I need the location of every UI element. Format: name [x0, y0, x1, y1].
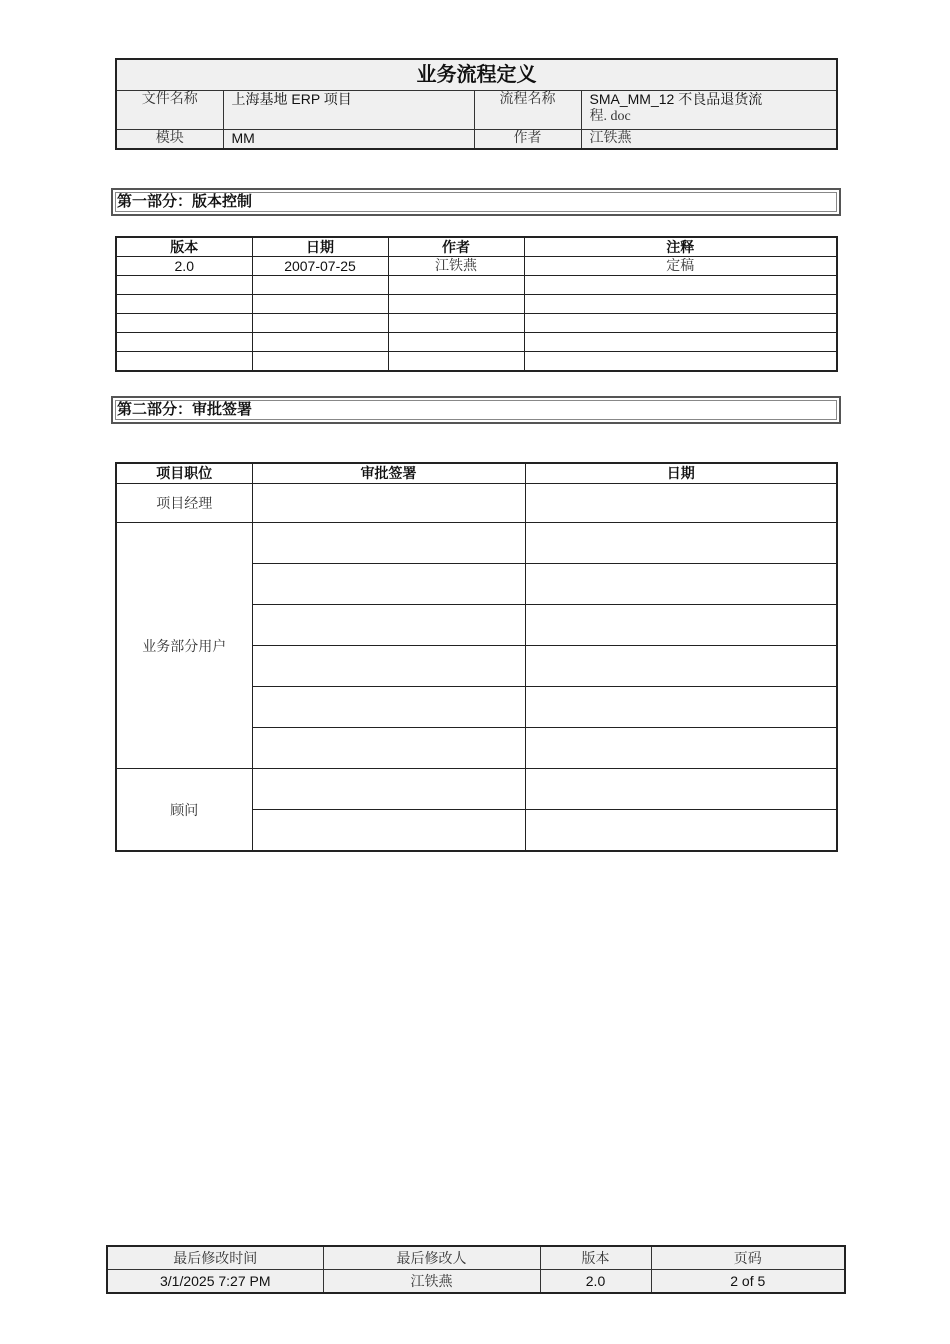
column-header-signature: 审批签署	[252, 463, 525, 484]
empty-cell	[524, 276, 837, 295]
empty-cell	[388, 276, 524, 295]
signature-cell	[252, 605, 525, 646]
empty-cell	[252, 295, 388, 314]
modified-time-value: 3/1/2025 7:27 PM	[107, 1270, 323, 1294]
version-table	[115, 236, 838, 372]
empty-cell	[388, 333, 524, 352]
modified-time-label: 最后修改时间	[107, 1246, 323, 1270]
column-header-date: 日期	[525, 463, 837, 484]
role-business-users: 业务部分用户	[116, 523, 252, 769]
signature-cell	[252, 810, 525, 852]
date-cell	[525, 646, 837, 687]
signature-cell	[252, 769, 525, 810]
column-header-notes: 注释	[524, 237, 837, 257]
approval-table-header	[116, 463, 837, 484]
empty-cell	[388, 352, 524, 372]
empty-cell	[524, 333, 837, 352]
empty-cell	[116, 333, 252, 352]
empty-cell	[252, 314, 388, 333]
section-version-control: 第一部分：版本控制	[111, 188, 841, 216]
column-header-version: 版本	[116, 237, 252, 257]
notes-cell: 定稿	[524, 257, 837, 276]
empty-cell	[252, 333, 388, 352]
empty-cell	[116, 295, 252, 314]
role-consultant: 顾问	[116, 769, 252, 852]
file-name-value: 上海基地 ERP 项目	[223, 91, 474, 130]
date-cell	[525, 728, 837, 769]
table-row	[116, 295, 837, 314]
empty-cell	[388, 295, 524, 314]
empty-cell	[116, 314, 252, 333]
table-row	[116, 484, 837, 523]
date-cell	[525, 605, 837, 646]
date-cell	[525, 687, 837, 728]
signature-cell	[252, 484, 525, 523]
empty-cell	[524, 295, 837, 314]
date-cell: 2007-07-25	[252, 257, 388, 276]
modified-by-value: 江铁燕	[323, 1270, 540, 1294]
table-row	[116, 523, 837, 564]
empty-cell	[524, 314, 837, 333]
author-label: 作者	[474, 130, 581, 149]
document-header	[115, 58, 838, 150]
empty-cell	[252, 352, 388, 372]
page-footer	[106, 1245, 846, 1294]
section-approval: 第二部分：审批签署	[111, 396, 841, 424]
empty-cell	[252, 276, 388, 295]
signature-cell	[252, 564, 525, 605]
footer-version-value: 2.0	[540, 1270, 651, 1294]
date-cell	[525, 484, 837, 523]
column-header-author: 作者	[388, 237, 524, 257]
empty-cell	[116, 352, 252, 372]
signature-cell	[252, 646, 525, 687]
footer-version-label: 版本	[540, 1246, 651, 1270]
signature-cell	[252, 687, 525, 728]
version-table-header	[116, 237, 837, 257]
table-row	[116, 352, 837, 372]
process-name-value	[581, 91, 837, 130]
column-header-date: 日期	[252, 237, 388, 257]
date-cell	[525, 523, 837, 564]
signature-cell	[252, 523, 525, 564]
table-row	[116, 769, 837, 810]
module-label: 模块	[116, 130, 223, 149]
document-title: 业务流程定义	[116, 59, 837, 91]
process-name-label: 流程名称	[474, 91, 581, 130]
page-number-label: 页码	[651, 1246, 845, 1270]
author-value: 江铁燕	[581, 130, 837, 149]
signature-cell	[252, 728, 525, 769]
version-cell: 2.0	[116, 257, 252, 276]
process-name-line1: SMA_MM_12 不良品退货流	[589, 91, 763, 107]
author-cell: 江铁燕	[388, 257, 524, 276]
file-name-label: 文件名称	[116, 91, 223, 130]
module-value: MM	[223, 130, 474, 149]
modified-by-label: 最后修改人	[323, 1246, 540, 1270]
date-cell	[525, 810, 837, 852]
approval-table	[115, 462, 838, 852]
date-cell	[525, 769, 837, 810]
table-row	[116, 314, 837, 333]
empty-cell	[524, 352, 837, 372]
empty-cell	[116, 276, 252, 295]
column-header-position: 项目职位	[116, 463, 252, 484]
table-row	[116, 333, 837, 352]
table-row	[116, 276, 837, 295]
empty-cell	[388, 314, 524, 333]
role-project-manager: 项目经理	[116, 484, 252, 523]
table-row	[116, 257, 837, 276]
date-cell	[525, 564, 837, 605]
process-name-line2: 程. doc	[589, 109, 631, 124]
page-number-value: 2 of 5	[651, 1270, 845, 1294]
